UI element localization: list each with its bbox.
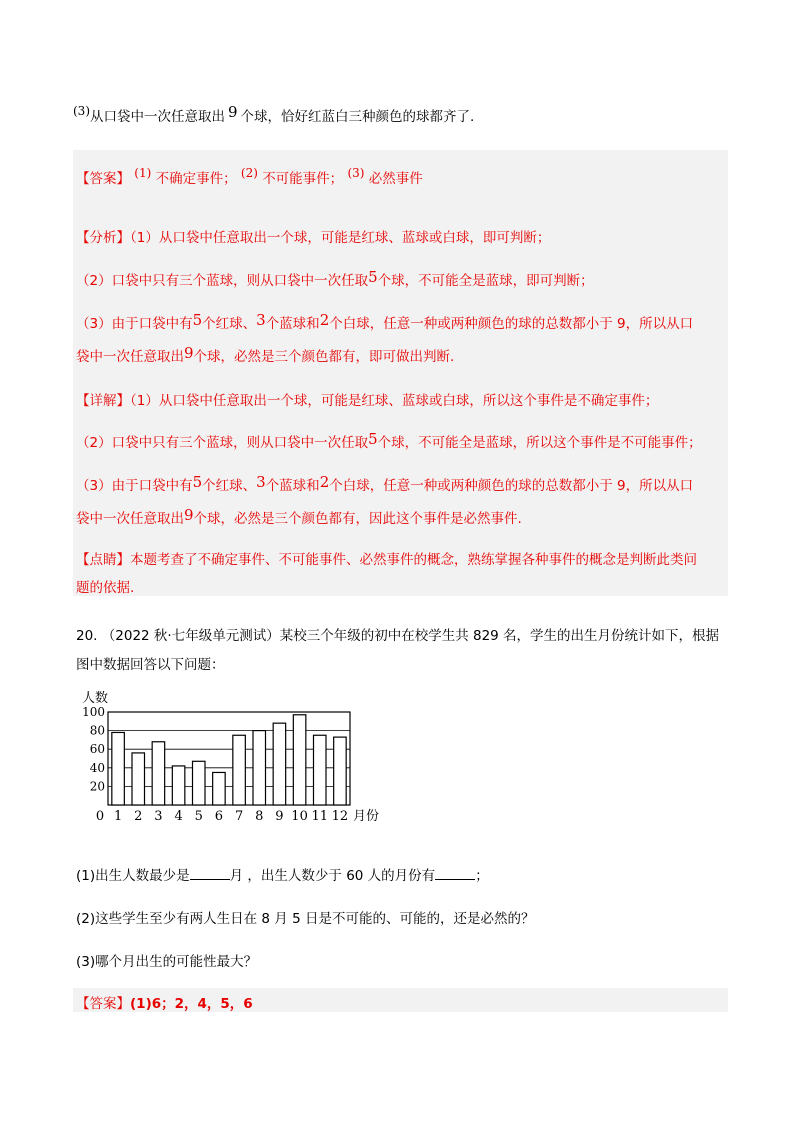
y-tick-label: 20 xyxy=(89,779,105,794)
answer-tag: 【答案】 xyxy=(76,996,130,1012)
analysis-text: 个白球，任意一种或两种颜色的球的总数都小于 9，所以从口 xyxy=(329,316,694,332)
sub-question-1 xyxy=(76,864,489,884)
detail-text: 个蓝球和 xyxy=(265,478,320,494)
comment-tag: 【点睛】 xyxy=(76,552,130,568)
y-tick-label: 100 xyxy=(82,705,105,719)
bar-month-7 xyxy=(233,735,246,805)
detail-text: （3）由于口袋中有 xyxy=(76,478,193,494)
comment-line-1 xyxy=(76,548,697,568)
math-number: 2 xyxy=(319,311,330,329)
question-text: 20. （2022 秋·七年级单元测试）某校三个年级的初中在校学生共 829 名，学生的出生月份统计如下，根据 xyxy=(76,628,720,644)
math-number: 9 xyxy=(184,344,194,362)
answer-blank[interactable] xyxy=(435,865,475,880)
y-tick-label: 80 xyxy=(89,723,105,738)
question-text: 图中数据回答以下问题： xyxy=(76,657,225,673)
detail-tag: 【详解】 xyxy=(76,393,130,409)
bar-month-9 xyxy=(273,723,286,805)
math-number: 5 xyxy=(192,473,203,491)
question-text: (2)这些学生至少有两人生日在 8 月 5 日是不可能的、可能的，还是必然的？ xyxy=(76,911,535,927)
item-number: (2) xyxy=(240,166,258,180)
x-tick-label: 7 xyxy=(234,809,244,824)
analysis-text: 个蓝球和 xyxy=(265,316,320,332)
x-tick-label: 11 xyxy=(311,809,329,824)
question-20-line-2 xyxy=(76,653,225,673)
question-3 xyxy=(73,105,474,125)
solution-block xyxy=(73,150,728,596)
question-text: (3)哪个月出生的可能性最大？ xyxy=(76,954,258,970)
answer-text: 不可能事件； xyxy=(262,171,344,187)
x-tick-label: 10 xyxy=(291,809,308,824)
math-number: 5 xyxy=(368,430,378,448)
analysis-text: 个球，必然是三个颜色都有，即可做出判断. xyxy=(193,349,455,365)
x-tick-label: 9 xyxy=(275,809,284,824)
bar-month-2 xyxy=(132,753,145,805)
analysis-text: 个球，不可能全是蓝球，即可判断； xyxy=(377,273,594,289)
detail-text: （1）从口袋中任意取出一个球，可能是红球、蓝球或白球，所以这个事件是不确定事件； xyxy=(130,393,659,409)
x-tick-label: 8 xyxy=(255,809,264,824)
question-text: (1)出生人数最少是 xyxy=(76,868,190,884)
math-number: 3 xyxy=(256,473,266,491)
y-axis-label: 人数 xyxy=(82,691,109,706)
sub-question-2 xyxy=(76,907,534,927)
detail-text: 个白球，任意一种或两种颜色的球的总数都小于 9，所以从口 xyxy=(329,478,694,494)
math-number: 9 xyxy=(184,506,194,524)
bar-month-11 xyxy=(313,735,326,805)
question-20-line-1 xyxy=(76,624,719,644)
answer-text: (1)6；2，4，5，6 xyxy=(130,996,253,1012)
x-tick-label: 6 xyxy=(214,809,224,824)
detail-line-3 xyxy=(76,474,693,494)
comment-text: 本题考查了不确定事件、不可能事件、必然事件的概念，熟练掌握各种事件的概念是判断此类问 xyxy=(130,552,697,568)
math-number: 5 xyxy=(192,311,203,329)
question-text: 个球，恰好红蓝白三种颜色的球都齐了. xyxy=(240,109,475,125)
answer-blank[interactable] xyxy=(190,865,230,880)
x-tick-label: 3 xyxy=(154,809,163,824)
analysis-line-2 xyxy=(76,269,594,289)
detail-text: 个红球、 xyxy=(202,478,257,494)
sub-question-3 xyxy=(76,950,257,970)
comment-line-2 xyxy=(76,576,134,596)
x-tick-label: 2 xyxy=(134,809,143,824)
bar-month-5 xyxy=(192,761,205,805)
analysis-line-4 xyxy=(76,345,454,365)
detail-text: 个球，必然是三个颜色都有，因此这个事件是必然事件. xyxy=(193,511,522,527)
item-number: (3) xyxy=(347,166,365,180)
analysis-tag: 【分析】 xyxy=(76,230,130,246)
y-tick-label: 60 xyxy=(89,742,105,757)
analysis-text: （3）由于口袋中有 xyxy=(76,316,193,332)
detail-text: 袋中一次任意取出 xyxy=(76,511,184,527)
math-number: 2 xyxy=(319,473,330,491)
detail-text: （2）口袋中只有三个蓝球，则从口袋中一次任取 xyxy=(76,435,369,451)
answer-text: 不确定事件； xyxy=(155,171,237,187)
detail-line-2 xyxy=(76,431,702,451)
x-axis-label: 月份 xyxy=(353,809,380,824)
answer-text: 必然事件 xyxy=(368,171,423,187)
bar-month-12 xyxy=(334,737,347,805)
x-tick-label: 5 xyxy=(194,809,203,824)
analysis-line-1 xyxy=(76,226,550,246)
math-number: 9 xyxy=(228,103,238,121)
analysis-text: 袋中一次任意取出 xyxy=(76,349,184,365)
birth-month-bar-chart xyxy=(70,688,390,830)
bar-month-8 xyxy=(253,731,266,805)
bar-month-6 xyxy=(213,772,226,805)
x-origin-label: 0 xyxy=(95,809,105,824)
bar-month-4 xyxy=(172,766,185,805)
answer-2-line xyxy=(76,992,253,1012)
math-number: 3 xyxy=(256,311,266,329)
answer-line xyxy=(76,167,423,187)
item-number: (3) xyxy=(73,104,90,118)
detail-text: 个球，不可能全是蓝球，所以这个事件是不可能事件； xyxy=(377,435,702,451)
x-tick-label: 12 xyxy=(331,809,349,824)
question-text: 从口袋中一次任意取出 xyxy=(90,109,225,125)
item-number: (1) xyxy=(134,166,152,180)
bar-month-10 xyxy=(293,715,306,805)
analysis-text: （1）从口袋中任意取出一个球，可能是红球、蓝球或白球，即可判断； xyxy=(130,230,551,246)
answer-tag: 【答案】 xyxy=(76,171,130,187)
analysis-line-3 xyxy=(76,312,693,332)
bar-month-1 xyxy=(112,732,125,805)
math-number: 5 xyxy=(368,268,378,286)
detail-line-4 xyxy=(76,507,522,527)
bar-month-3 xyxy=(152,742,165,805)
question-text: 月 ，出生人数少于 60 人的月份有 xyxy=(229,868,436,884)
question-text: ； xyxy=(475,868,489,884)
detail-line-1 xyxy=(76,389,658,409)
comment-text: 题的依据. xyxy=(76,580,135,596)
x-tick-label: 1 xyxy=(113,809,123,824)
y-tick-label: 40 xyxy=(89,760,105,775)
analysis-text: （2）口袋中只有三个蓝球，则从口袋中一次任取 xyxy=(76,273,369,289)
analysis-text: 个红球、 xyxy=(202,316,257,332)
x-tick-label: 4 xyxy=(174,809,183,824)
